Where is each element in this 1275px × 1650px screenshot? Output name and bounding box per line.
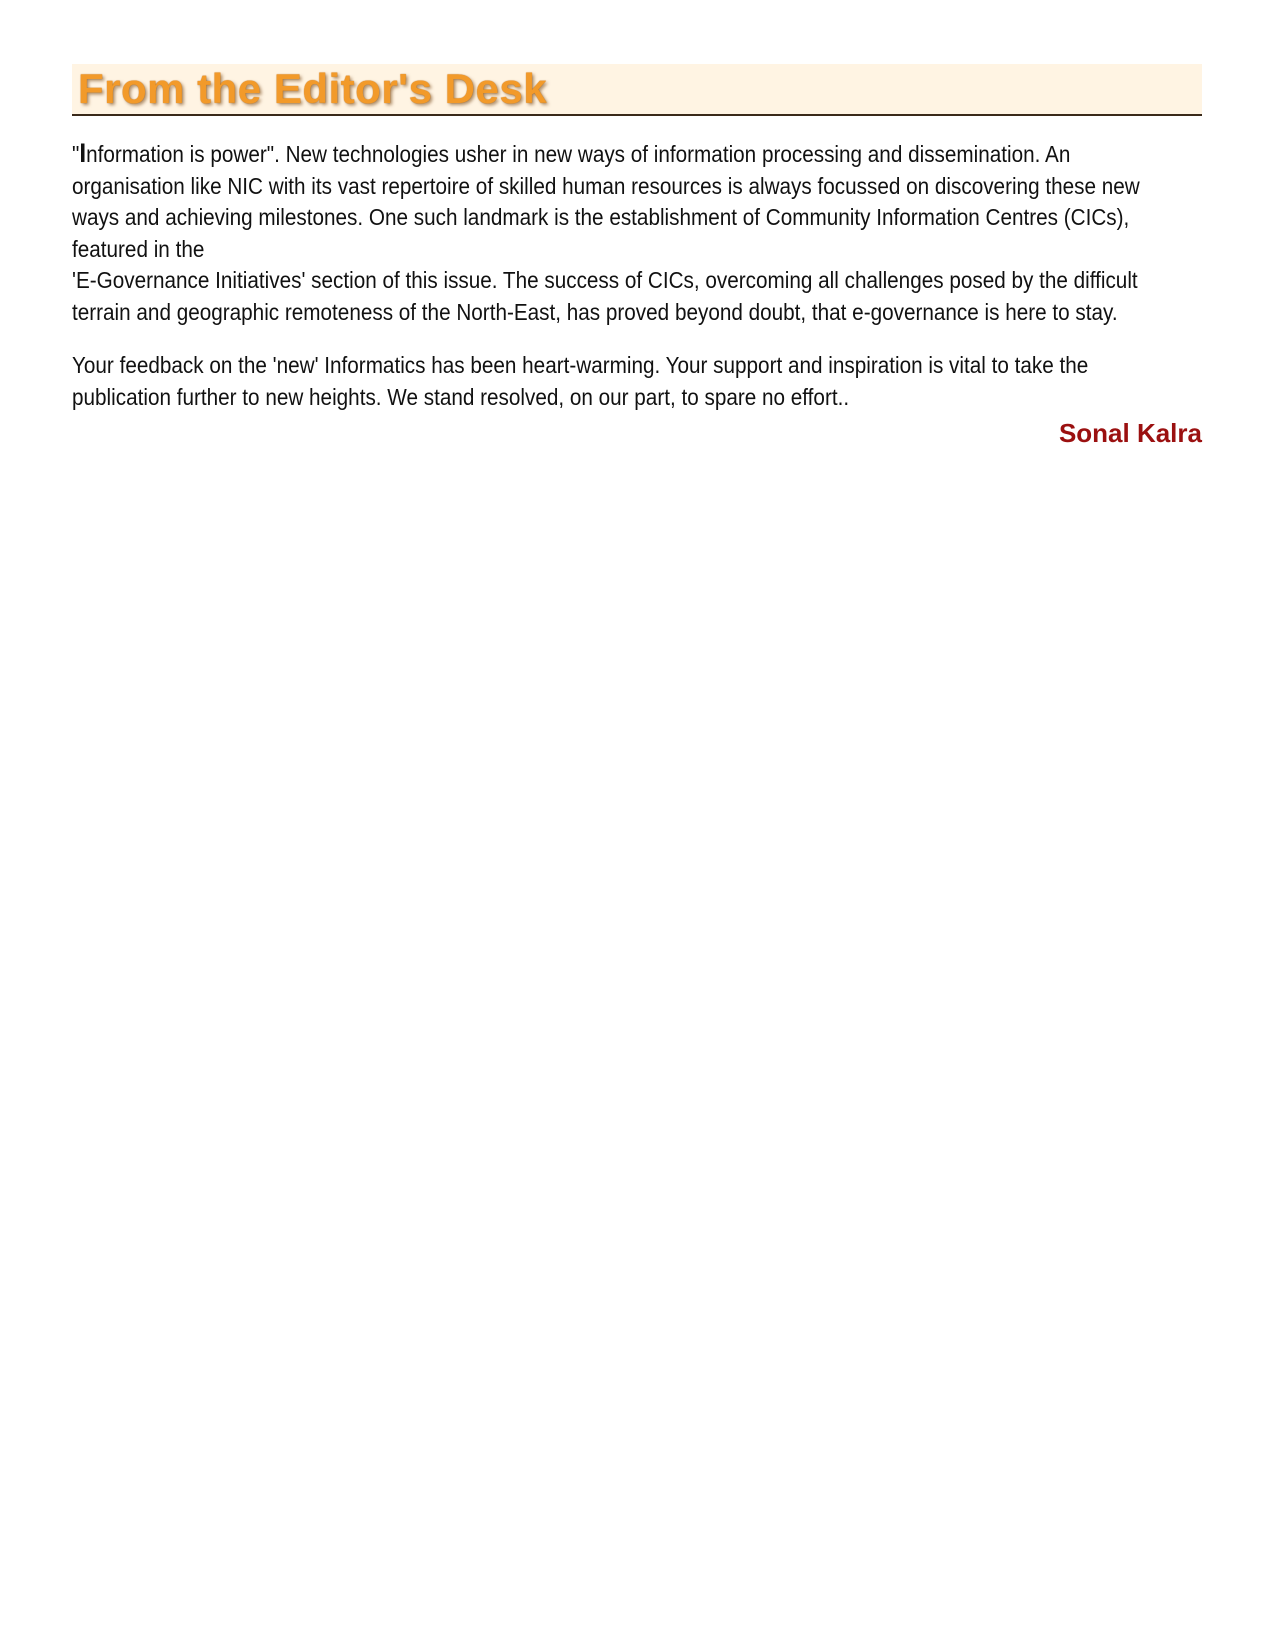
open-quote: " xyxy=(72,141,80,167)
paragraph-1-line-3: ways and achieving milestones. One such landmark is the establishment of Community Information Centres (CICs), xyxy=(72,204,1130,230)
page-title: From the Editor's Desk xyxy=(78,65,548,112)
paragraph-1-line-2: organisation like NIC with its vast repertoire of skilled human resources is always focussed on discovering these new xyxy=(72,172,1140,199)
author-signature: Sonal Kalra xyxy=(1058,418,1202,448)
paragraph-1-line-4: featured in the xyxy=(72,235,205,262)
paragraph-2-line-1: Your feedback on the 'new' Informatics has been heart-warming. Your support and inspiration is vital to take the xyxy=(72,352,1089,378)
editorial-page xyxy=(72,64,1202,448)
paragraph-1-line-6: terrain and geographic remoteness of the North-East, has proved beyond doubt, that e-governance is here to stay. xyxy=(72,298,1118,325)
paragraph-1-line-5: 'E-Governance Initiatives' section of this issue. The success of CICs, overcoming all challenges posed by the difficult xyxy=(72,267,1138,293)
editorial-body xyxy=(72,138,1202,413)
paragraph-1 xyxy=(72,138,1202,328)
editorial-header xyxy=(72,64,1202,116)
paragraph-2-line-2: publication further to new heights. We stand resolved, on our part, to spare no effort.. xyxy=(72,383,850,410)
drop-cap: I xyxy=(79,138,87,168)
paragraph-2 xyxy=(72,350,1202,413)
paragraph-1-line-1: nformation is power". New technologies usher in new ways of information processing and dissemination. An xyxy=(86,141,1071,167)
